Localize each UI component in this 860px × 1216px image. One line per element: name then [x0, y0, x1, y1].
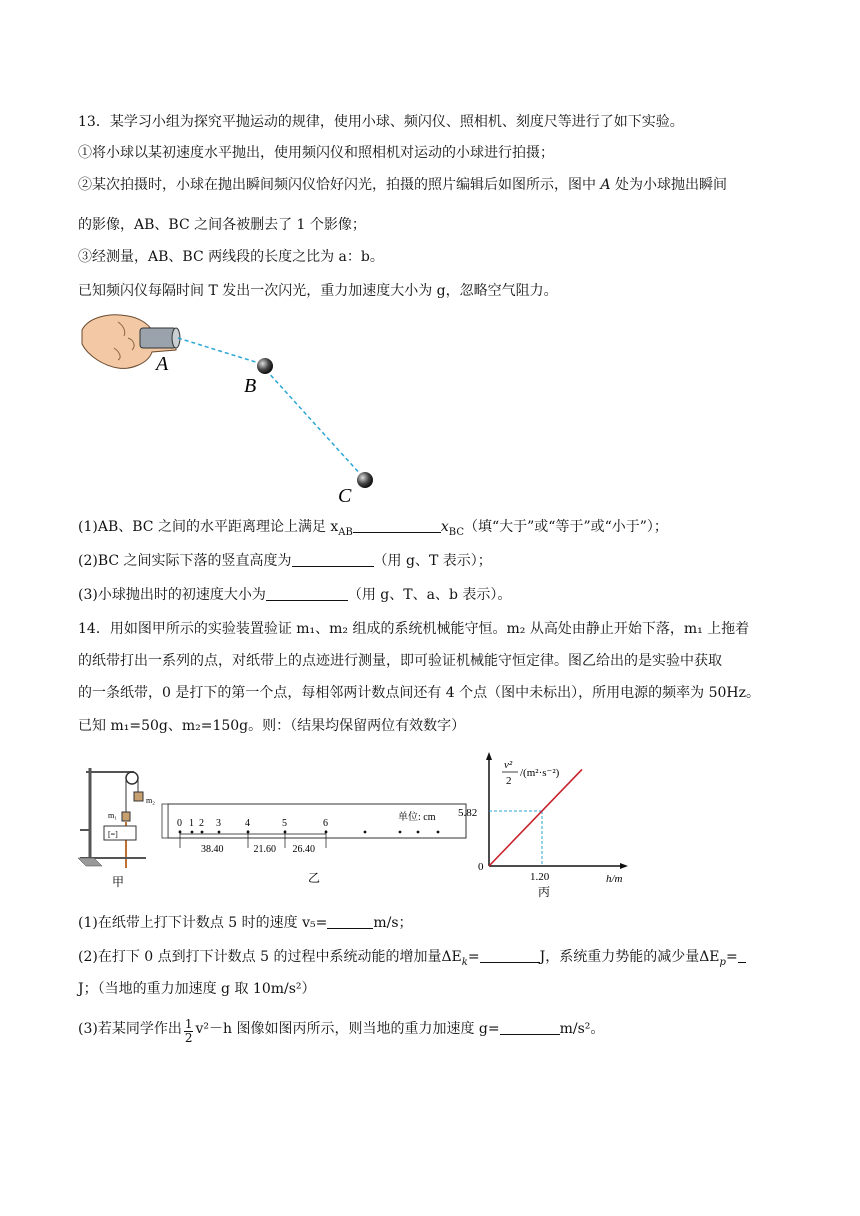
q14-sub1: (1)在纸带上打下计数点 5 时的速度 v₅= m/s；	[78, 915, 413, 931]
q14-sub3-blank[interactable]	[500, 1020, 560, 1035]
fig-yi-label: 乙	[308, 871, 321, 885]
projectile-figure	[78, 308, 408, 508]
q14-line2: 的纸带打出一系列的点，对纸带上的点迹进行测量，即可验证机械能守恒定律。图乙给出的是实验中获取	[78, 653, 722, 669]
m1-block	[122, 812, 130, 821]
svg-text:v²: v²	[504, 759, 513, 771]
y-tick-label: 5.82	[458, 807, 478, 819]
apparatus-figure	[76, 758, 166, 890]
ball-b	[257, 358, 273, 374]
x-tick-label: 1.20	[530, 871, 550, 883]
q13-sub2-blank[interactable]	[292, 552, 374, 567]
dimension-label: 21.60	[253, 844, 276, 855]
tape-dot	[437, 831, 440, 834]
graph-figure	[456, 752, 646, 898]
q14-sub2-blank-ek[interactable]	[480, 948, 540, 963]
pulley-icon	[126, 772, 138, 784]
q13-sub3: (3)小球抛出时的初速度大小为 （用 g、T、a、b 表示）。	[78, 587, 512, 603]
q13-sub3-blank[interactable]	[266, 586, 348, 601]
tape-point	[201, 831, 204, 834]
tape-point-label: 1	[189, 818, 194, 829]
fig-jia-label: 甲	[112, 875, 125, 889]
q13-step3: ③经测量，AB、BC 两线段的长度之比为 a：b。	[78, 249, 384, 265]
label-c: C	[338, 485, 352, 507]
tape-point-label: 5	[282, 818, 287, 829]
tape-point-label: 0	[177, 818, 182, 829]
dimension-label: 26.40	[292, 844, 315, 855]
tape-dot	[364, 831, 367, 834]
svg-text:/(m²·s⁻²): /(m²·s⁻²)	[520, 767, 560, 779]
dimension-label: 38.40	[201, 844, 224, 855]
q13-intro: 13．某学习小组为探究平抛运动的规律，使用小球、频闪仪、照相机、刻度尺等进行了如下实验。	[78, 114, 684, 130]
q13-sub2: (2)BC 之间实际下落的竖直高度为 （用 g、T 表示）；	[78, 553, 492, 569]
q14-sub1-blank[interactable]	[327, 914, 373, 929]
svg-text:m₂: m₂	[146, 796, 156, 805]
data-line	[489, 769, 582, 866]
label-b: B	[244, 375, 257, 397]
fig-bing-label: 丙	[538, 885, 551, 898]
origin-label: 0	[478, 861, 484, 873]
tape-point	[218, 831, 221, 834]
q14-line1: 14．用如图甲所示的实验装置验证 m₁、m₂ 组成的系统机械能守恒。m₂ 从高处由静止开始下落，m₁ 上拖着	[78, 621, 750, 637]
q14-sub3: (3)若某同学作出 $\frac{1}{2}$ v²－h 图像如图丙所示，则当地的重力加速度 g= m/s²。	[78, 1017, 605, 1045]
q14-sub2: (2)在打下 0 点到打下计数点 5 的过程中系统动能的增加量$\Delta E_k= J$，系统重力势能的减少量$\Delta E_p=$	[78, 946, 746, 974]
tape-unit: 单位: cm	[398, 812, 436, 823]
tape-point-label: 4	[245, 818, 250, 829]
q13-given: 已知频闪仪每隔时间 T 发出一次闪光，重力加速度大小为 g，忽略空气阻力。	[78, 283, 558, 299]
tape-point-label: 2	[199, 818, 204, 829]
half-fraction: $\frac{1}{2}$	[184, 1017, 193, 1045]
q13-step2-line1: ②某次拍摄时，小球在抛出瞬间频闪仪恰好闪光，拍摄的照片编辑后如图所示，图中 A 处为小球抛出瞬间	[78, 177, 728, 193]
tape-dot	[417, 831, 420, 834]
q14-line4: 已知 m₁=50g、m₂=150g。则：（结果均保留两位有效数字）	[78, 718, 466, 734]
svg-text:[=]: [=]	[108, 830, 118, 839]
svg-text:2: 2	[506, 775, 512, 787]
label-a: A	[156, 353, 169, 375]
q14-line3: 的一条纸带，0 是打下的第一个点，每相邻两计数点间还有 4 个点（图中未标出），所用电源的频率为 50Hz。	[78, 685, 761, 701]
m2-block	[134, 792, 143, 801]
tape-point-label: 3	[216, 818, 221, 829]
svg-text:m₁: m₁	[108, 811, 118, 820]
q14-sub2-blank-ep[interactable]	[738, 948, 746, 963]
q13-step1: ①将小球以某初速度水平抛出，使用频闪仪和照相机对运动的小球进行拍摄；	[78, 145, 554, 161]
launcher-tube	[140, 328, 176, 348]
q14-sub2-line2: J；（当地的重力加速度 g 取 10m/s²）	[78, 981, 316, 997]
q13-sub1-blank[interactable]	[353, 518, 441, 533]
q13-sub1: (1)AB、BC 之间的水平距离理论上满足 $x_{AB}$ $x_{BC}$（填“大于”或“等于”或“小于”）；	[78, 519, 668, 538]
tape-point-label: 6	[323, 818, 328, 829]
trajectory-ab	[178, 338, 262, 364]
q13-step2-line2: 的影像，AB、BC 之间各被删去了 1 个影像；	[78, 217, 366, 233]
tape-point	[191, 831, 194, 834]
trajectory-bc	[266, 370, 362, 476]
tape-dot	[399, 831, 402, 834]
x-axis-label: h/m	[606, 873, 623, 885]
ball-c	[357, 472, 373, 488]
tape-figure	[160, 790, 470, 886]
